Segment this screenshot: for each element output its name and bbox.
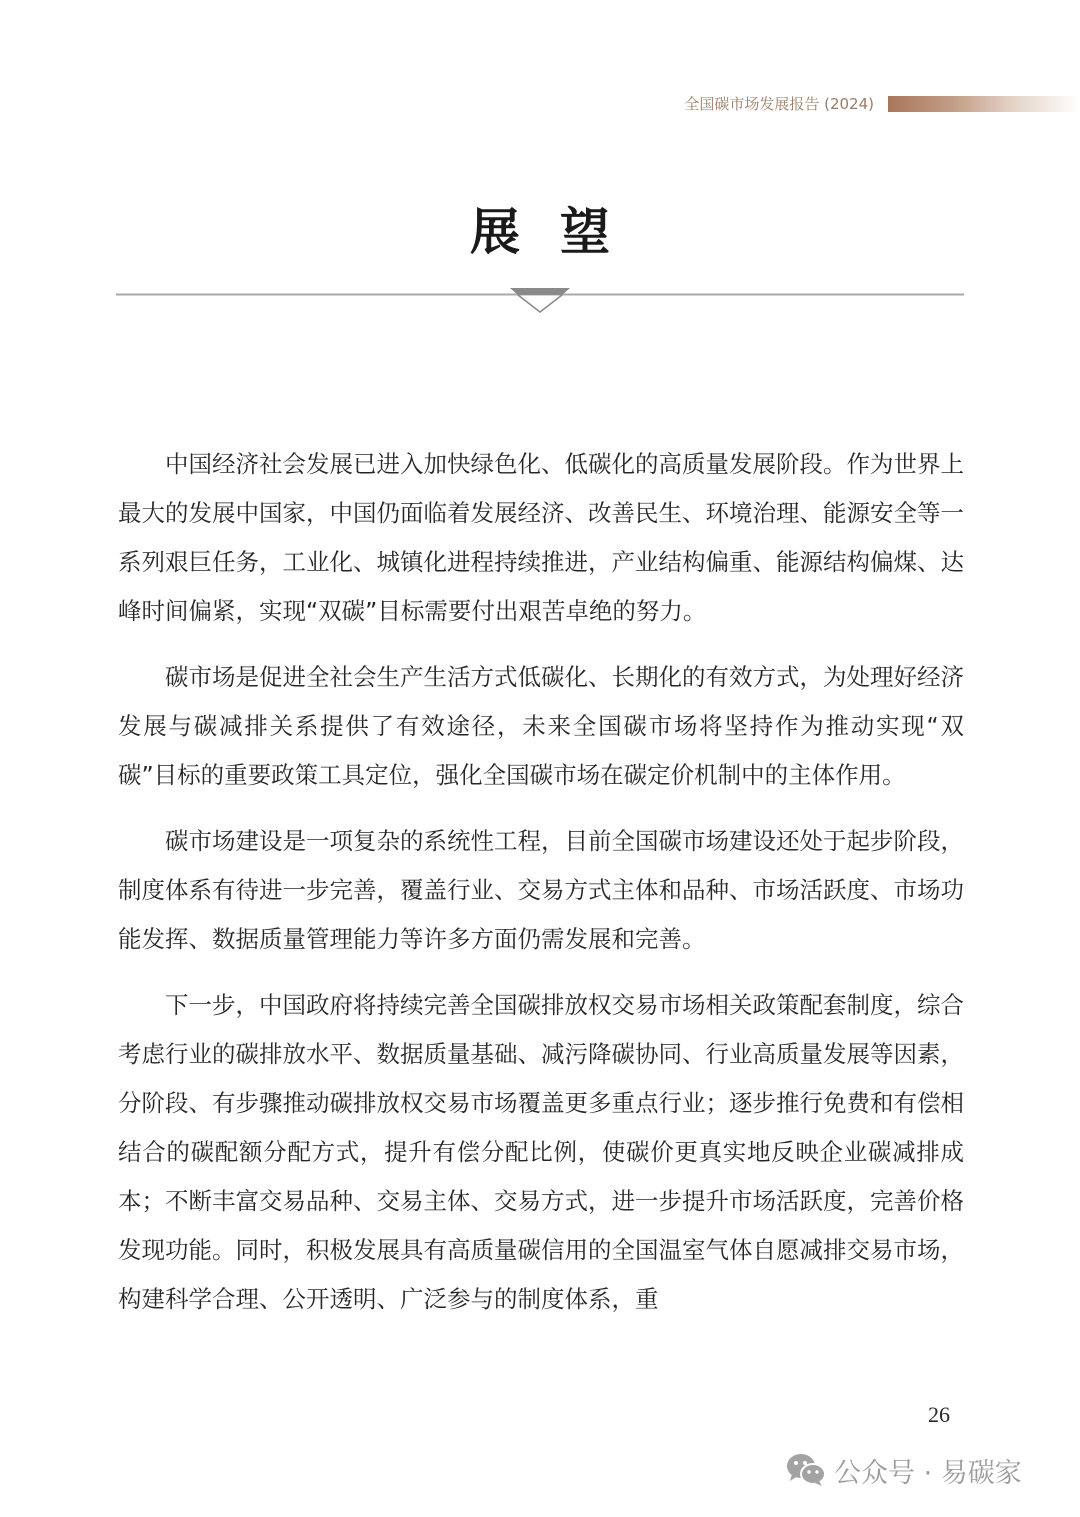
watermark-text: 公众号 · 易碳家 [834,1457,1022,1489]
title-divider [116,284,964,316]
paragraph: 下一步，中国政府将持续完善全国碳排放权交易市场相关政策配套制度，综合考虑行业的碳排放水平、数据质量基础、减污降碳协同、行业高质量发展等因素，分阶段、有步骤推动碳排放权交易市场覆盖更多重点行业；逐步推行免费和有偿相结合的碳配额分配方式，提升有偿分配比例，使碳价更真实地反映企业碳减排成本；不断丰富交易品种、交易主体、交易方式，进一步提升市场活跃度，完善价格发现功能。同时，积极发展具有高质量碳信用的全国温室气体自愿减排交易市场，构建科学合理、公开透明、广泛参与的制度体系，重 [118,991,964,1313]
report-title: 全国碳市场发展报告 (2024) [684,95,874,113]
divider-triangle-icon [116,284,964,316]
header-accent-bar [888,96,1080,112]
wechat-icon [786,1453,826,1487]
paragraph: 中国经济社会发展已进入加快绿色化、低碳化的高质量发展阶段。作为世界上最大的发展中国家，中国仍面临着发展经济、改善民生、环境治理、能源安全等一系列艰巨任务，工业化、城镇化进程持续推进，产业结构偏重、能源结构偏煤、达峰时间偏紧，实现“双碳”目标需要付出艰苦卓绝的努力。 [118,450,964,625]
running-header [0,93,1080,115]
paragraph: 碳市场是促进全社会生产生活方式低碳化、长期化的有效方式，为处理好经济发展与碳减排关系提供了有效途径，未来全国碳市场将坚持作为推动实现“双碳”目标的重要政策工具定位，强化全国碳市场在碳定价机制中的主体作用。 [118,663,964,789]
page-title: 展望 [470,202,650,261]
body-text [118,440,964,1341]
page-number: 26 [928,1402,950,1427]
watermark [786,1450,1022,1490]
paragraph: 碳市场建设是一项复杂的系统性工程，目前全国碳市场建设还处于起步阶段，制度体系有待进一步完善，覆盖行业、交易方式主体和品种、市场活跃度、市场功能发挥、数据质量管理能力等许多方面仍需发展和完善。 [118,827,964,953]
